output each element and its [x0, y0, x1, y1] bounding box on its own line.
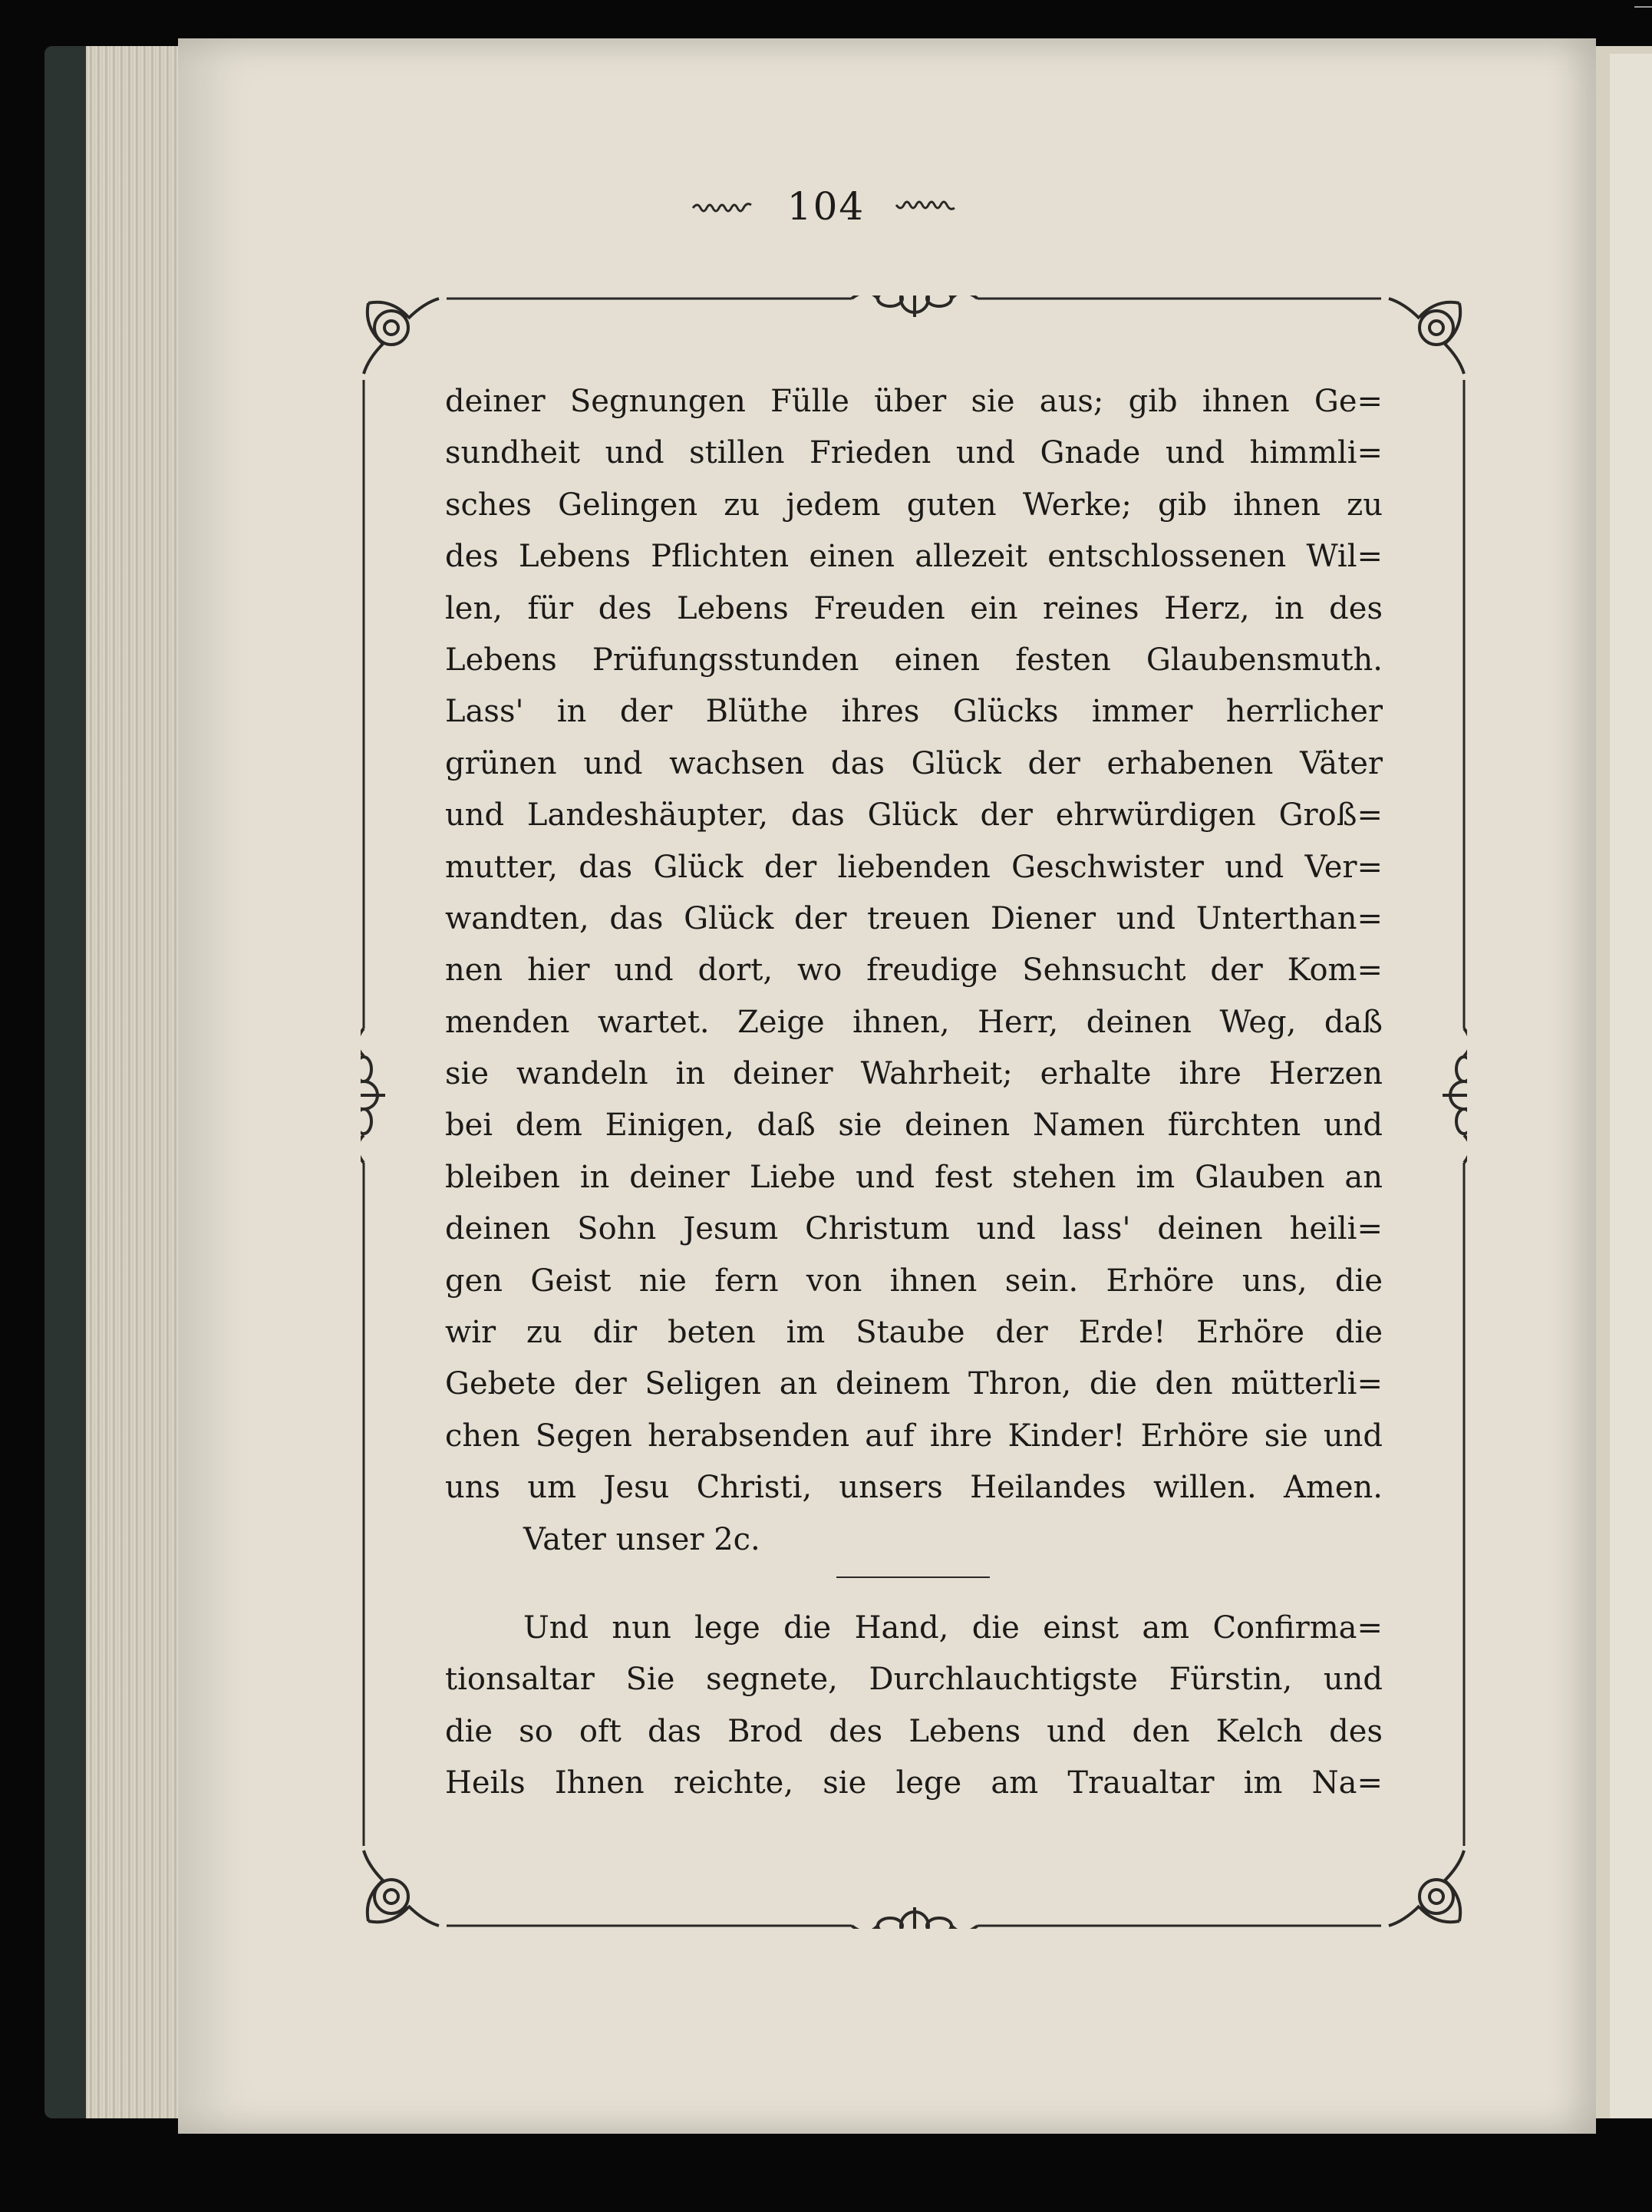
text-line: mutter, das Glück der liebenden Geschwister und Ver= [445, 849, 1383, 885]
text-line: und Landeshäupter, das Glück der ehrwürdigen Groß= [445, 797, 1383, 834]
page-number: 104 [786, 184, 866, 229]
text-line: die so oft das Brod des Lebens und den Kelch des [445, 1713, 1383, 1749]
text-line: uns um Jesu Christi, unsers Heilandes willen. Amen. [445, 1470, 1383, 1506]
page-stack-edge [86, 46, 186, 2118]
bottom-center-ornament [852, 1907, 978, 1929]
body-text [445, 376, 1383, 1810]
page-header [0, 184, 1652, 229]
separator-rule [836, 1576, 990, 1578]
paragraph-address [445, 1603, 1383, 1810]
text-line: nen hier und dort, wo freudige Sehnsucht der Kom= [445, 952, 1383, 989]
corner-ornament-top-left [364, 299, 439, 374]
text-line: des Lebens Pflichten einen allezeit entschlossenen Wil= [445, 539, 1383, 575]
text-line: Und nun lege die Hand, die einst am Confirma= [523, 1609, 1383, 1646]
scan-tick-mark [1634, 6, 1652, 8]
text-line: Lass' in der Blüthe ihres Glücks immer herrlicher [445, 694, 1383, 730]
top-center-ornament [852, 295, 978, 317]
right-side-ornament [1443, 1028, 1467, 1163]
text-line: sie wandeln in deiner Wahrheit; erhalte ihre Herzen [445, 1056, 1383, 1092]
corner-ornament-bottom-left [364, 1850, 439, 1926]
text-line: Lebens Prüfungsstunden einen festen Glaubensmuth. [445, 642, 1383, 678]
text-line: gen Geist nie fern von ihnen sein. Erhöre uns, die [445, 1263, 1383, 1299]
text-line: Gebete der Seligen an deinem Thron, die den mütterli= [445, 1366, 1383, 1402]
paragraph-prayer [445, 376, 1383, 1514]
text-line: wir zu dir beten im Staube der Erde! Erhöre die [445, 1315, 1383, 1351]
text-line: tionsaltar Sie segnete, Durchlauchtigste Fürstin, und [445, 1662, 1383, 1698]
right-swash-ornament [895, 197, 961, 216]
facing-page-strip [1610, 54, 1652, 2118]
text-line: chen Segen herabsenden auf ihre Kinder! Erhöre sie und [445, 1418, 1383, 1454]
text-line: len, für des Lebens Freuden ein reines Herz, in des [445, 590, 1383, 626]
corner-ornament-bottom-right [1389, 1850, 1464, 1926]
section-separator [445, 1566, 1383, 1603]
text-line: Heils Ihnen reichte, sie lege am Traualtar im Na= [445, 1765, 1383, 1801]
paragraph-lords-prayer [445, 1514, 1383, 1566]
text-line: Vater unser 2c. [523, 1521, 760, 1557]
text-line: bleiben in deiner Liebe und fest stehen im Glauben an [445, 1159, 1383, 1195]
text-line: grünen und wachsen das Glück der erhabenen Väter [445, 745, 1383, 781]
text-line: menden wartet. Zeige ihnen, Herr, deinen Weg, daß [445, 1004, 1383, 1040]
corner-ornament-top-right [1389, 299, 1464, 374]
text-line: bei dem Einigen, daß sie deinen Namen fürchten und [445, 1108, 1383, 1144]
text-line: deiner Segnungen Fülle über sie aus; gib ihnen Ge= [445, 384, 1383, 419]
left-side-ornament [361, 1028, 385, 1163]
text-line: sundheit und stillen Frieden und Gnade und himmli= [445, 435, 1383, 471]
text-line: sches Gelingen zu jedem guten Werke; gib ihnen zu [445, 487, 1383, 523]
left-swash-ornament [691, 197, 757, 216]
text-line: wandten, das Glück der treuen Diener und Unterthan= [445, 900, 1383, 936]
text-line: deinen Sohn Jesum Christum und lass' deinen heili= [445, 1211, 1383, 1247]
